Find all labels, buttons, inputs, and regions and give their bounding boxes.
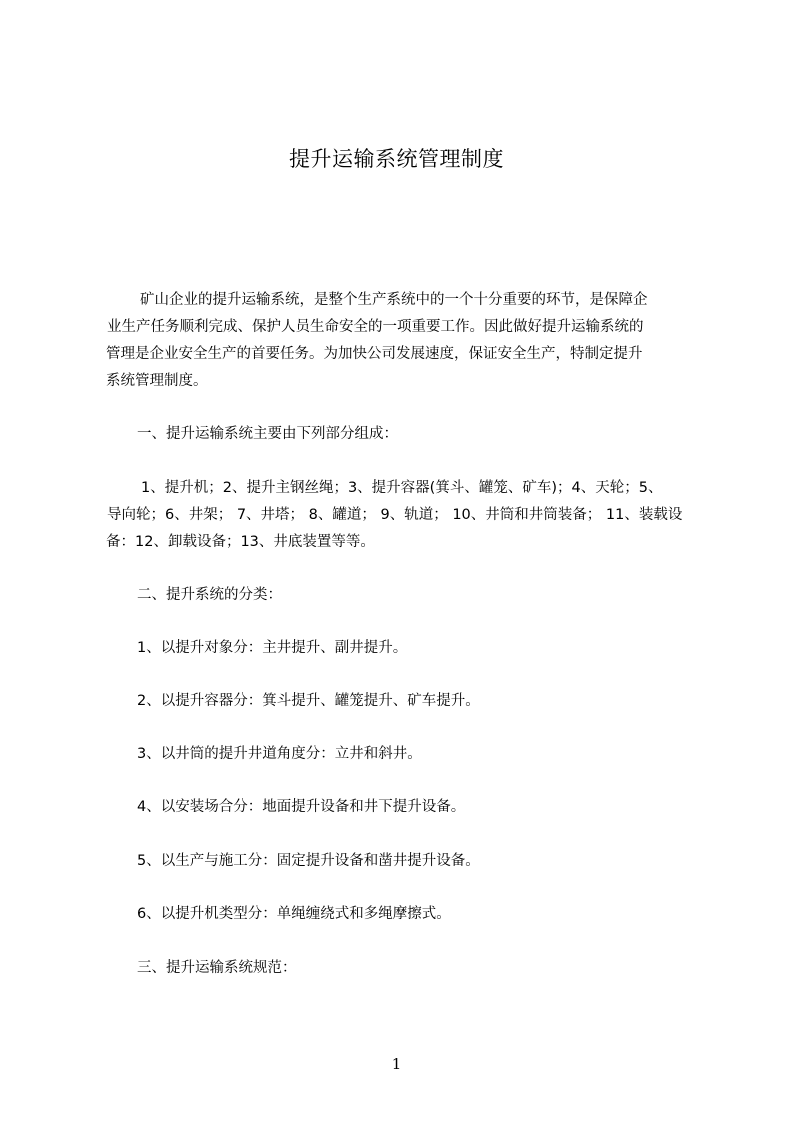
- intro-line: 管理是企业安全生产的首要任务。为加快公司发展速度，保证安全生产，特制定提升: [106, 346, 643, 362]
- section-body-line: 1、提升机；2、提升主钢丝绳；3、提升容器(箕斗、罐笼、矿车)；4、天轮；5、: [141, 480, 663, 496]
- section-heading: 三、提升运输系统规范：: [137, 960, 297, 976]
- section-heading: 一、提升运输系统主要由下列部分组成：: [137, 426, 398, 442]
- section-body-line: 备：12、卸载设备；13、井底装置等等。: [106, 534, 375, 550]
- list-item: 1、以提升对象分：主井提升、副井提升。: [137, 640, 408, 656]
- section-body-line: 导向轮；6、井架； 7、井塔； 8、罐道； 9、轨道； 10、井筒和井筒装备； 11、装载设: [107, 507, 683, 523]
- document-title: 提升运输系统管理制度: [289, 147, 504, 171]
- section-heading: 二、提升系统的分类：: [137, 587, 282, 603]
- list-item: 2、以提升容器分：箕斗提升、罐笼提升、矿车提升。: [137, 693, 480, 709]
- intro-line: 矿山企业的提升运输系统，是整个生产系统中的一个十分重要的环节，是保障企: [140, 292, 648, 308]
- list-item: 6、以提升机类型分：单绳缠绕式和多绳摩擦式。: [137, 906, 451, 922]
- list-item: 5、以生产与施工分：固定提升设备和凿井提升设备。: [137, 853, 480, 869]
- intro-line: 业生产任务顺利完成、保护人员生命安全的一项重要工作。因此做好提升运输系统的: [107, 319, 644, 335]
- intro-line: 系统管理制度。: [106, 373, 208, 389]
- list-item: 4、以安装场合分：地面提升设备和井下提升设备。: [137, 799, 466, 815]
- page-number: 1: [391, 1055, 402, 1073]
- list-item: 3、以井筒的提升井道角度分：立井和斜井。: [137, 746, 422, 762]
